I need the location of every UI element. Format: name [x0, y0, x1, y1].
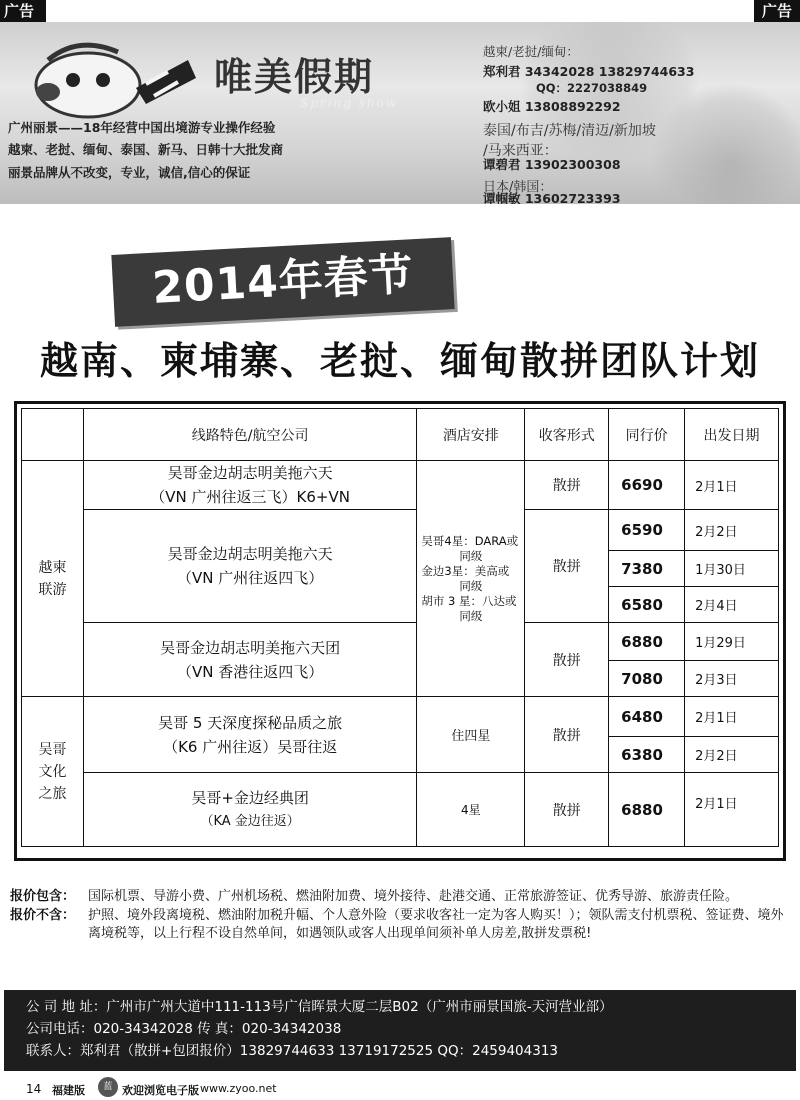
- region-cell-culture: [22, 697, 84, 847]
- page-number: 14: [26, 1082, 42, 1096]
- ad-label-right: 广告: [754, 0, 800, 22]
- website-link[interactable]: www.zyoo.net: [200, 1082, 277, 1095]
- note-exclude: [10, 907, 794, 944]
- price-notes: [10, 888, 794, 944]
- hotel-cell: [417, 461, 525, 697]
- date-cell: 2月4日: [685, 587, 779, 623]
- header-cell: 线路特色/航空公司: [83, 409, 416, 461]
- region-label: 越柬: [38, 559, 67, 576]
- region-label: 文化: [38, 763, 67, 780]
- contact-region: 泰国/布吉/苏梅/清迈/新加坡: [483, 123, 656, 139]
- company-line: 广州丽景——18年经营中国出境游专业操作经验: [8, 120, 276, 135]
- mode-cell: 散拼: [525, 697, 609, 773]
- edition-badge-icon: 蓝: [98, 1077, 118, 1097]
- company-contact: 联系人：郑利君（散拼+包团报价）13829744633 13719172525 QQ：2459404313: [26, 1043, 558, 1059]
- table-header-row: [22, 409, 779, 461]
- region-cell-vietnam: [22, 461, 84, 697]
- contact-region: 越柬/老挝/缅甸：: [483, 44, 579, 59]
- route-airline: （VN 广州往返三飞）K6+VN: [150, 488, 350, 506]
- mascot-logo-icon: [18, 30, 208, 130]
- header-cell: 出发日期: [685, 409, 779, 461]
- route-cell: [83, 773, 416, 847]
- contact-line: 欧小姐 13808892292: [483, 99, 621, 114]
- date-cell: 2月1日: [685, 697, 779, 737]
- advert-banner: [0, 22, 800, 204]
- price-cell: 6880: [609, 773, 685, 847]
- price-cell: 6880: [609, 623, 685, 661]
- hotel-line: 同级: [459, 548, 483, 563]
- route-cell: [83, 461, 416, 510]
- header-cell: 同行价: [609, 409, 685, 461]
- table-row: [22, 461, 779, 510]
- date-cell: 2月1日: [685, 773, 779, 847]
- header-cell: 酒店安排: [417, 409, 525, 461]
- route-name: 吴哥金边胡志明美拖六天: [167, 464, 333, 482]
- price-cell: 7080: [609, 661, 685, 697]
- region-label: 联游: [38, 581, 67, 598]
- route-name: 吴哥金边胡志明美拖六天: [167, 545, 333, 563]
- table-row: [22, 773, 779, 847]
- hotel-line: 同级: [459, 608, 483, 623]
- welcome-text: 欢迎浏览电子版: [122, 1084, 199, 1097]
- header-cell: [22, 409, 84, 461]
- table-row: [22, 623, 779, 661]
- note-label: 报价不含：: [10, 907, 76, 923]
- price-cell: 6480: [609, 697, 685, 737]
- price-cell: 6380: [609, 737, 685, 773]
- brand-script: Spring show: [300, 96, 399, 110]
- hotel-line: 同级: [459, 578, 483, 593]
- main-title: 越南、柬埔寨、老挝、缅甸散拼团队计划: [39, 339, 760, 383]
- table-row: [22, 697, 779, 737]
- route-cell: [83, 697, 416, 773]
- date-cell: 2月2日: [685, 737, 779, 773]
- note-text: 国际机票、导游小费、广州机场税、燃油附加费、境外接待、赴港交通、正常旅游签证、优秀导游、旅游责任险。: [88, 889, 739, 904]
- route-airline: （VN 广州往返四飞）: [177, 569, 324, 587]
- routes-line: 越柬、老挝、缅甸、泰国、新马、日韩十大批发商: [8, 142, 284, 157]
- mode-cell: 散拼: [525, 623, 609, 697]
- page-footer: [0, 1076, 800, 1098]
- price-cell: 6690: [609, 461, 685, 510]
- route-airline: （KA 金边往返）: [200, 813, 300, 829]
- route-name: 吴哥金边胡志明美拖六天团: [160, 638, 341, 657]
- mode-cell: 散拼: [525, 461, 609, 510]
- company-info-box: [4, 990, 796, 1071]
- contact-region: /马来西亚：: [483, 143, 558, 159]
- note-text: 护照、境外段离境税、燃油附加税升幅、个人意外险（要求收客社一定为客人购买！）；领队需支付机票税、签证费、境外离境税等，以上行程不设自然单间，如遇领队或客人出现单间须补单人房差,散拼发票税!: [88, 907, 784, 941]
- company-address: 公 司 地 址：广州市广州大道中111-113号广信晖景大厦二层B02（广州市丽景国旅-天河营业部）: [26, 999, 613, 1015]
- route-cell: [83, 623, 416, 697]
- contact-line: 谭帼敏 13602723393: [483, 191, 621, 204]
- company-phone: 公司电话：020-34342028 传 真：020-34342038: [26, 1021, 342, 1037]
- date-cell: 2月3日: [685, 661, 779, 697]
- year-title-badge: [111, 237, 454, 327]
- contact-region: 日本/韩国：: [483, 180, 553, 195]
- price-cell: 6580: [609, 587, 685, 623]
- route-name: 吴哥+金边经典团: [191, 788, 309, 807]
- date-cell: 2月2日: [685, 510, 779, 551]
- hotel-cell: 住四星: [417, 697, 525, 773]
- mode-cell: 散拼: [525, 773, 609, 847]
- tour-plan-table: [21, 408, 779, 847]
- price-cell: 7380: [609, 551, 685, 587]
- region-label: 之旅: [38, 785, 67, 802]
- ad-label-left: 广告: [0, 0, 46, 22]
- date-cell: 2月1日: [685, 461, 779, 510]
- slogan-line: 丽景品牌从不改变，专业，诚信,信心的保证: [8, 165, 251, 180]
- note-include: [10, 888, 794, 907]
- contact-line: 谭碧君 13902300308: [483, 157, 621, 172]
- date-cell: 1月30日: [685, 551, 779, 587]
- year-title: 2014年春节: [151, 249, 415, 314]
- route-name: 吴哥 5 天深度探秘品质之旅: [158, 713, 343, 732]
- region-label: 吴哥: [38, 741, 67, 758]
- date-cell: 1月29日: [685, 623, 779, 661]
- header-cell: 收客形式: [525, 409, 609, 461]
- hotel-cell: 4星: [417, 773, 525, 847]
- table-row: [22, 510, 779, 551]
- route-cell: [83, 510, 416, 623]
- hotel-line: 金边3星：美高或: [421, 563, 510, 578]
- route-airline: （VN 香港往返四飞）: [177, 662, 324, 681]
- edition-label: 福建版: [52, 1084, 85, 1097]
- mode-cell: 散拼: [525, 510, 609, 623]
- hotel-line: 吴哥4星：DARA或: [421, 533, 519, 548]
- note-label: 报价包含：: [10, 889, 76, 904]
- price-cell: 6590: [609, 510, 685, 551]
- contact-line: 郑利君 34342028 13829744633: [483, 64, 695, 79]
- contact-line: QQ：2227038849: [536, 81, 648, 95]
- route-airline: （K6 广州往返）吴哥往返: [163, 737, 338, 756]
- brand-title: 唯美假期: [214, 54, 375, 99]
- hotel-line: 胡市 3 星：八达或: [421, 593, 517, 608]
